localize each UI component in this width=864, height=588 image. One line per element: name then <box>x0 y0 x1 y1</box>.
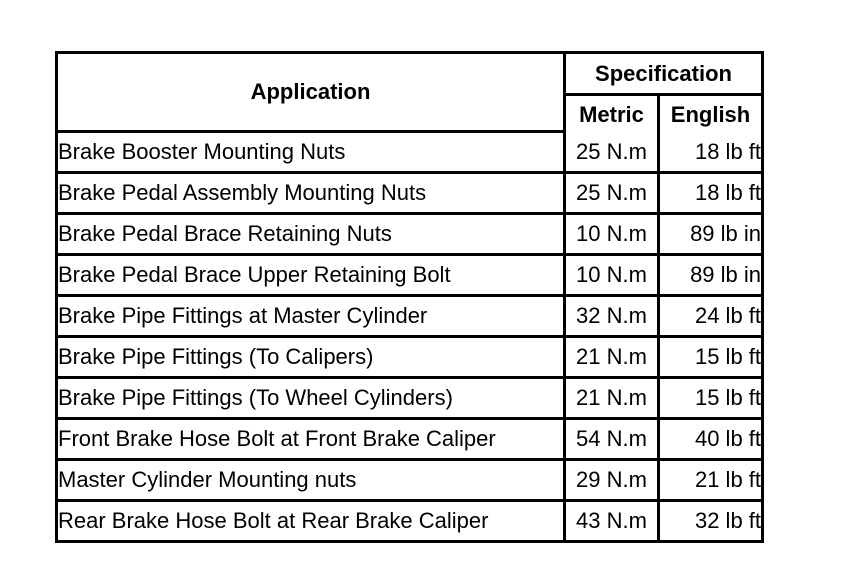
table-row <box>58 256 761 297</box>
table-row <box>58 297 761 338</box>
application-cell: Brake Pipe Fittings (To Calipers) <box>58 338 566 379</box>
table-row <box>58 502 761 540</box>
metric-cell: 43 N.m <box>566 502 660 540</box>
metric-cell: 32 N.m <box>566 297 660 338</box>
application-cell: Master Cylinder Mounting nuts <box>58 461 566 502</box>
english-cell: 18 lb ft <box>660 174 761 215</box>
metric-cell: 10 N.m <box>566 215 660 256</box>
application-cell: Brake Pipe Fittings at Master Cylinder <box>58 297 566 338</box>
metric-cell: 10 N.m <box>566 256 660 297</box>
metric-cell: 25 N.m <box>566 133 660 174</box>
application-cell: Brake Pedal Brace Retaining Nuts <box>58 215 566 256</box>
metric-cell: 54 N.m <box>566 420 660 461</box>
metric-cell: 21 N.m <box>566 338 660 379</box>
english-cell: 18 lb ft <box>660 133 761 174</box>
application-cell: Brake Pedal Assembly Mounting Nuts <box>58 174 566 215</box>
application-cell: Rear Brake Hose Bolt at Rear Brake Caliper <box>58 502 566 540</box>
application-cell: Brake Pipe Fittings (To Wheel Cylinders) <box>58 379 566 420</box>
english-cell: 40 lb ft <box>660 420 761 461</box>
english-cell: 32 lb ft <box>660 502 761 540</box>
table-row <box>58 420 761 461</box>
english-cell: 15 lb ft <box>660 379 761 420</box>
metric-cell: 21 N.m <box>566 379 660 420</box>
english-cell: 89 lb in <box>660 215 761 256</box>
english-header: English <box>670 101 751 127</box>
english-cell: 24 lb ft <box>660 297 761 338</box>
application-cell: Brake Booster Mounting Nuts <box>58 133 566 174</box>
english-cell: 15 lb ft <box>660 338 761 379</box>
table-row <box>58 133 761 174</box>
metric-cell: 25 N.m <box>566 174 660 215</box>
application-cell: Front Brake Hose Bolt at Front Brake Caliper <box>58 420 566 461</box>
metric-header: Metric <box>566 96 660 133</box>
table-row <box>58 461 761 502</box>
metric-cell: 29 N.m <box>566 461 660 502</box>
torque-spec-table <box>55 51 764 543</box>
table-row <box>58 338 761 379</box>
application-header: Application <box>58 54 566 133</box>
application-cell: Brake Pedal Brace Upper Retaining Bolt <box>58 256 566 297</box>
english-cell: 89 lb in <box>660 256 761 297</box>
table-row <box>58 174 761 215</box>
table-row <box>58 379 761 420</box>
english-cell: 21 lb ft <box>660 461 761 502</box>
table-row <box>58 215 761 256</box>
specification-header: Specification <box>566 54 761 96</box>
